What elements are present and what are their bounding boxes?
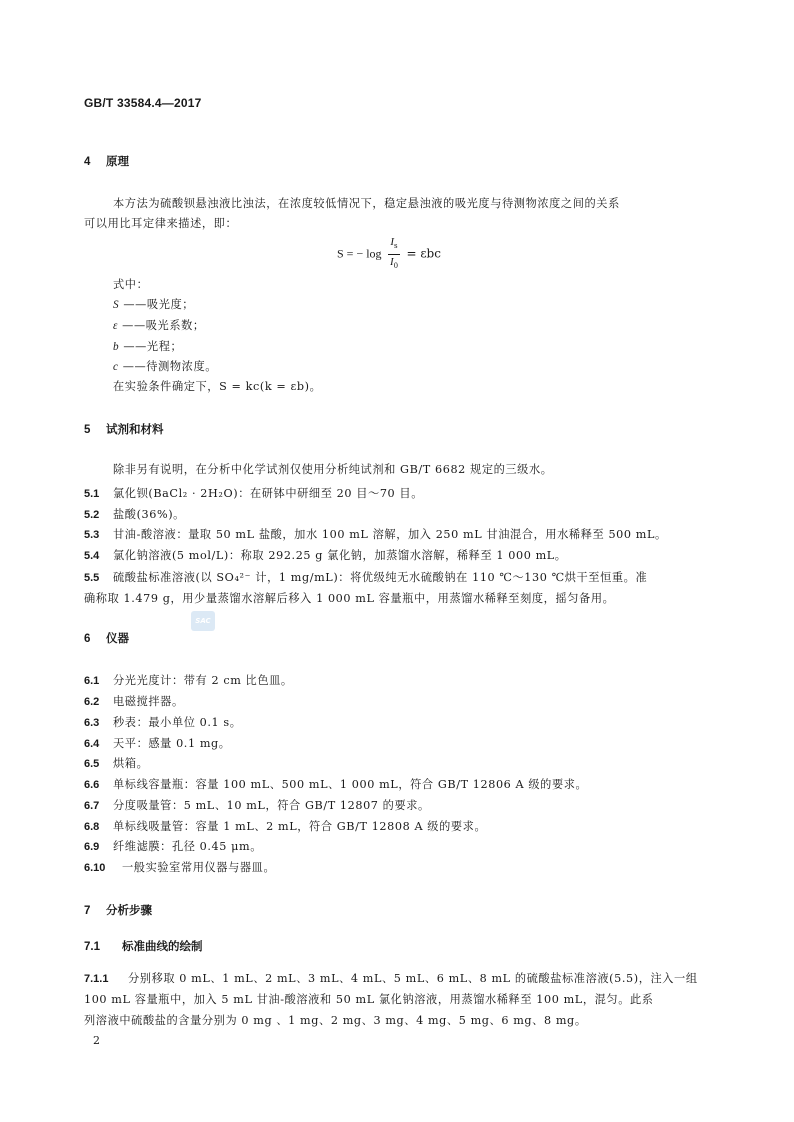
list-item (84, 755, 148, 771)
where-label: 式中： (113, 278, 149, 291)
item-text: 一般实验室常用仪器与器皿。 (122, 861, 276, 874)
section-6-heading (84, 630, 129, 646)
item-text: 单标线容量瓶：容量 100 mL、500 mL、1 000 mL，符合 GB/T 12806 A 级的要求。 (113, 778, 588, 791)
item-text: 单标线吸量管：容量 1 mL、2 mL，符合 GB/T 12808 A 级的要求。 (113, 820, 487, 833)
item-number: 5.4 (84, 550, 100, 562)
item-text: 氯化钠溶液(5 mol/L)：称取 292.25 g 氯化钠，加蒸馏水溶解，稀释至 1 000 mL。 (113, 549, 567, 562)
section-title: 原理 (106, 154, 129, 168)
item-number: 6.10 (84, 862, 106, 874)
list-item (84, 714, 242, 730)
paragraph-line: 除非另有说明，在分析中化学试剂仅使用分析纯试剂和 GB/T 6682 规定的三级水。 (113, 463, 553, 476)
definition-text: ——吸光度； (123, 298, 195, 311)
item-number: 6.5 (84, 758, 100, 770)
item-number: 6.9 (84, 841, 100, 853)
item-number: 6.3 (84, 717, 100, 729)
sac-watermark-logo: SAC (191, 611, 215, 631)
standard-number: GB/T 33584.4—2017 (84, 96, 202, 110)
item-text: 烘箱。 (113, 757, 149, 770)
definition-text: ——吸光系数； (122, 319, 205, 332)
list-item (84, 818, 486, 834)
list-item (84, 838, 262, 854)
item-text: 秒表：最小单位 0.1 s。 (113, 716, 242, 729)
item-text: 分度吸量管：5 mL、10 mL，符合 GB/T 12807 的要求。 (113, 799, 430, 812)
item-text: 盐酸(36%)。 (113, 508, 185, 521)
section-title: 分析步骤 (106, 903, 152, 917)
item-text: 天平：感量 0.1 mg。 (113, 737, 231, 750)
item-number: 6.8 (84, 821, 100, 833)
item-number: 5.2 (84, 509, 100, 521)
definition-text: ——光程； (123, 340, 183, 353)
paragraph-line: 可以用比耳定律来描述，即： (84, 217, 238, 230)
condition-text: 在实验条件确定下，S = kc(k = εb)。 (113, 380, 322, 393)
section-title: 仪器 (106, 631, 129, 645)
item-number: 6.7 (84, 800, 100, 812)
symbol: ε (113, 320, 119, 332)
list-item-continuation: 确称取 1.479 g，用少量蒸馏水溶解后移入 1 000 mL 容量瓶中，用蒸馏水稀释至刻度，摇匀备用。 (84, 592, 615, 605)
fraction-denominator: I (389, 256, 394, 269)
item-number: 6.2 (84, 696, 100, 708)
section-number: 4 (84, 156, 91, 168)
numerator-subscript: s (394, 242, 398, 251)
item-number: 5.5 (84, 572, 100, 584)
symbol: b (113, 341, 120, 353)
definition-item (113, 294, 194, 316)
list-item (84, 797, 430, 813)
section-number: 7 (84, 905, 91, 917)
page-number: 2 (93, 1034, 100, 1047)
fraction-numerator: I (390, 236, 395, 248)
denominator-subscript: 0 (393, 262, 399, 271)
list-item (84, 485, 423, 501)
subsection-title: 标准曲线的绘制 (122, 939, 203, 953)
list-item (84, 735, 231, 751)
definition-item (113, 336, 182, 358)
subsection-number: 7.1 (84, 941, 100, 953)
item-number: 6.4 (84, 738, 100, 750)
list-item (84, 547, 567, 563)
definition-item (113, 315, 205, 337)
list-item (84, 672, 293, 688)
definition-item (113, 356, 217, 378)
section-number: 5 (84, 424, 91, 436)
item-text: 氯化钡(BaCl₂ · 2H₂O)：在研钵中研细至 20 目～70 目。 (113, 487, 423, 500)
item-text: 分光光度计：带有 2 cm 比色皿。 (113, 674, 293, 687)
item-text: 电磁搅拌器。 (113, 695, 184, 708)
item-number: 7.1.1 (84, 973, 109, 985)
definition-text: ——待测物浓度。 (122, 360, 218, 373)
list-item (84, 526, 667, 542)
item-number: 5.1 (84, 488, 100, 500)
paragraph-line: 100 mL 容量瓶中，加入 5 mL 甘油-酸溶液和 50 mL 氯化钠溶液，用蒸馏水稀释至 100 mL，混匀。此系 (84, 993, 654, 1006)
section-5-heading (84, 421, 164, 437)
symbol: c (113, 361, 119, 373)
symbol: S (113, 299, 120, 311)
item-text: 纤维滤膜：孔径 0.45 μm。 (113, 840, 263, 853)
formula-rhs: = εbc (406, 246, 441, 261)
paragraph-line: 本方法为硫酸钡悬浊液比浊法，在浓度较低情况下，稳定悬浊液的吸光度与待测物浓度之间的关系 (113, 197, 620, 210)
list-item (84, 859, 275, 875)
formula (337, 235, 441, 273)
item-text: 甘油-酸溶液：量取 50 mL 盐酸，加水 100 mL 溶解，加入 250 mL 甘油混合，用水稀释至 500 mL。 (113, 528, 667, 541)
item-text: 硫酸盐标准溶液(以 SO₄²⁻ 计，1 mg/mL)：将优级纯无水硫酸钠在 110 ℃～130 ℃烘干至恒重。准 (113, 571, 648, 584)
section-7-heading (84, 902, 152, 918)
section-4-heading (84, 153, 129, 169)
item-number: 5.3 (84, 529, 100, 541)
item-number: 6.1 (84, 675, 100, 687)
paragraph-7-1-1 (84, 970, 698, 986)
section-title: 试剂和材料 (106, 422, 164, 436)
list-item (84, 776, 587, 792)
list-item (84, 569, 647, 585)
paragraph-line: 分别移取 0 mL、1 mL、2 mL、3 mL、4 mL、5 mL、6 mL、8 mL 的硫酸盐标准溶液(5.5)，注入一组 (128, 972, 698, 985)
formula-lhs: S = − log (337, 246, 382, 261)
paragraph-line: 列溶液中硫酸盐的含量分别为 0 mg 、1 mg、2 mg、3 mg、4 mg、5 mg、6 mg、8 mg。 (84, 1014, 587, 1027)
list-item (84, 693, 184, 709)
section-number: 6 (84, 633, 91, 645)
list-item (84, 506, 185, 522)
item-number: 6.6 (84, 779, 100, 791)
formula-fraction (388, 235, 399, 273)
subsection-7-1-heading (84, 938, 203, 954)
